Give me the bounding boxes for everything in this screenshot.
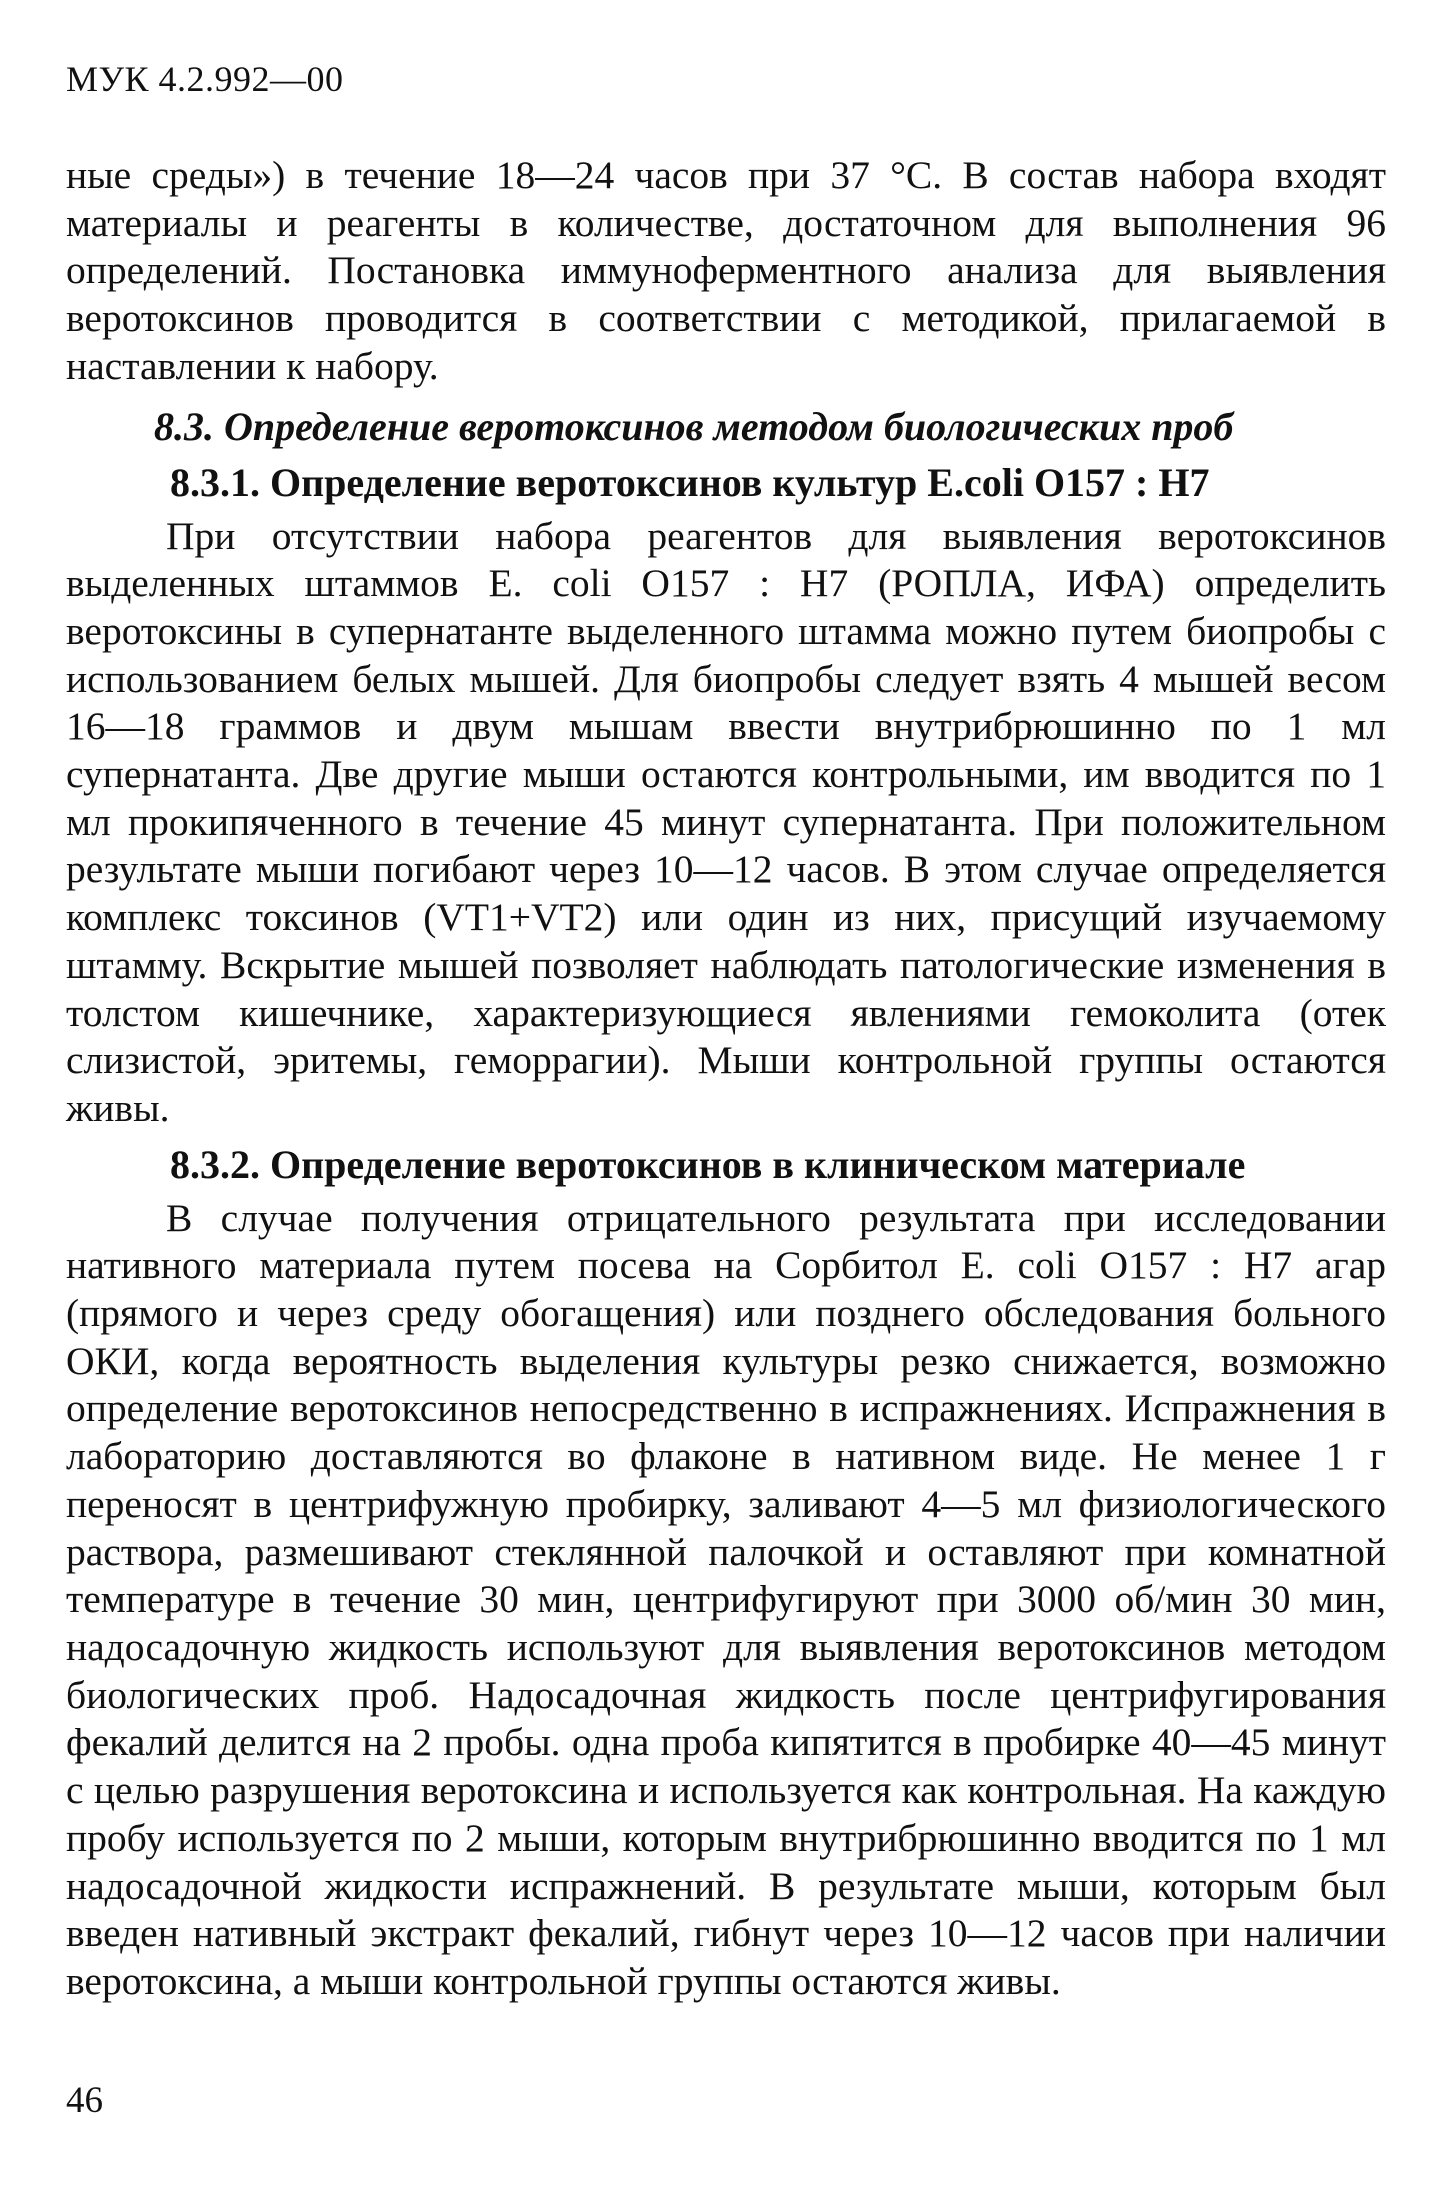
- paragraph-continuation: ные среды») в течение 18—24 часов при 37 °С. В состав набора входят материалы и реагенты в количестве, достаточном для выполнения 96 определений. Постановка иммуноферментного анализа для выявления веротоксинов проводится в соответствии с методикой, прилагаемой в наставлении к набору.: [66, 153, 1386, 388]
- subsection-heading-8-3-2: 8.3.2. Определение веротоксинов в клиническом материале: [170, 1141, 1246, 1187]
- paragraph-8-3-1: При отсутствии набора реагентов для выявления веротоксинов выделенных штаммов Е. coli O157 : Н7 (РОПЛА, ИФА) определить веротоксины в супернатанте выделенного штамма можно путем биопробы с использованием белых мышей. Для биопробы следует взять 4 мышей весом 16—18 граммов и двум мышам ввести внутрибрюшинно по 1 мл супернатанта. Две другие мыши остаются контрольными, им вводится по 1 мл прокипяченного в течение 45 минут супернатанта. При положительном результате мыши погибают через 10—12 часов. В этом случае определяется комплекс токсинов (VT1+VT2) или один из них, присущий изучаемому штамму. Вскрытие мышей позволяет наблюдать патологические изменения в толстом кишечнике, характеризующиеся явлениями гемоколита (отек слизистой, эритемы, геморрагии). Мыши контрольной группы остаются живы.: [66, 513, 1386, 1130]
- document-body: [66, 152, 1386, 2006]
- document-code-header: МУК 4.2.992—00: [66, 59, 344, 99]
- paragraph-8-3-2: В случае получения отрицательного результата при исследовании нативного материала путем посева на Сорбитол Е. coli O157 : Н7 агар (прямого и через среду обогащения) или позднего обследования больного ОКИ, когда вероятность выделения культуры резко снижается, возможно определение веротоксинов непосредственно в испражнениях. Испражнения в лабораторию доставляются во флаконе в нативном виде. Не менее 1 г переносят в центрифужную пробирку, заливают 4—5 мл физиологического раствора, размешивают стеклянной палочкой и оставляют при комнатной температуре в течение 30 мин, центрифугируют при 3000 об/мин 30 мин, надосадочную жидкость используют для выявления веротоксинов методом биологических проб. Надосадочная жидкость после центрифугирования фекалий делится на 2 пробы. одна проба кипятится в пробирке 40—45 минут с целью разрушения веротоксина и используется как контрольная. На каждую пробу используется по 2 мыши, которым внутрибрюшинно вводится по 1 мл надосадочной жидкости испражнений. В результате мыши, которым был введен нативный экстракт фекалий, гибнут через 10—12 часов при наличии веротоксина, а мыши контрольной группы остаются живы.: [66, 1195, 1386, 2003]
- subsection-heading-8-3-1: 8.3.1. Определение веротоксинов культур E.coli O157 : Н7: [170, 459, 1210, 505]
- page-number: 46: [66, 2080, 103, 2121]
- section-heading-8-3: 8.3. Определение веротоксинов методом биологических проб: [154, 403, 1234, 449]
